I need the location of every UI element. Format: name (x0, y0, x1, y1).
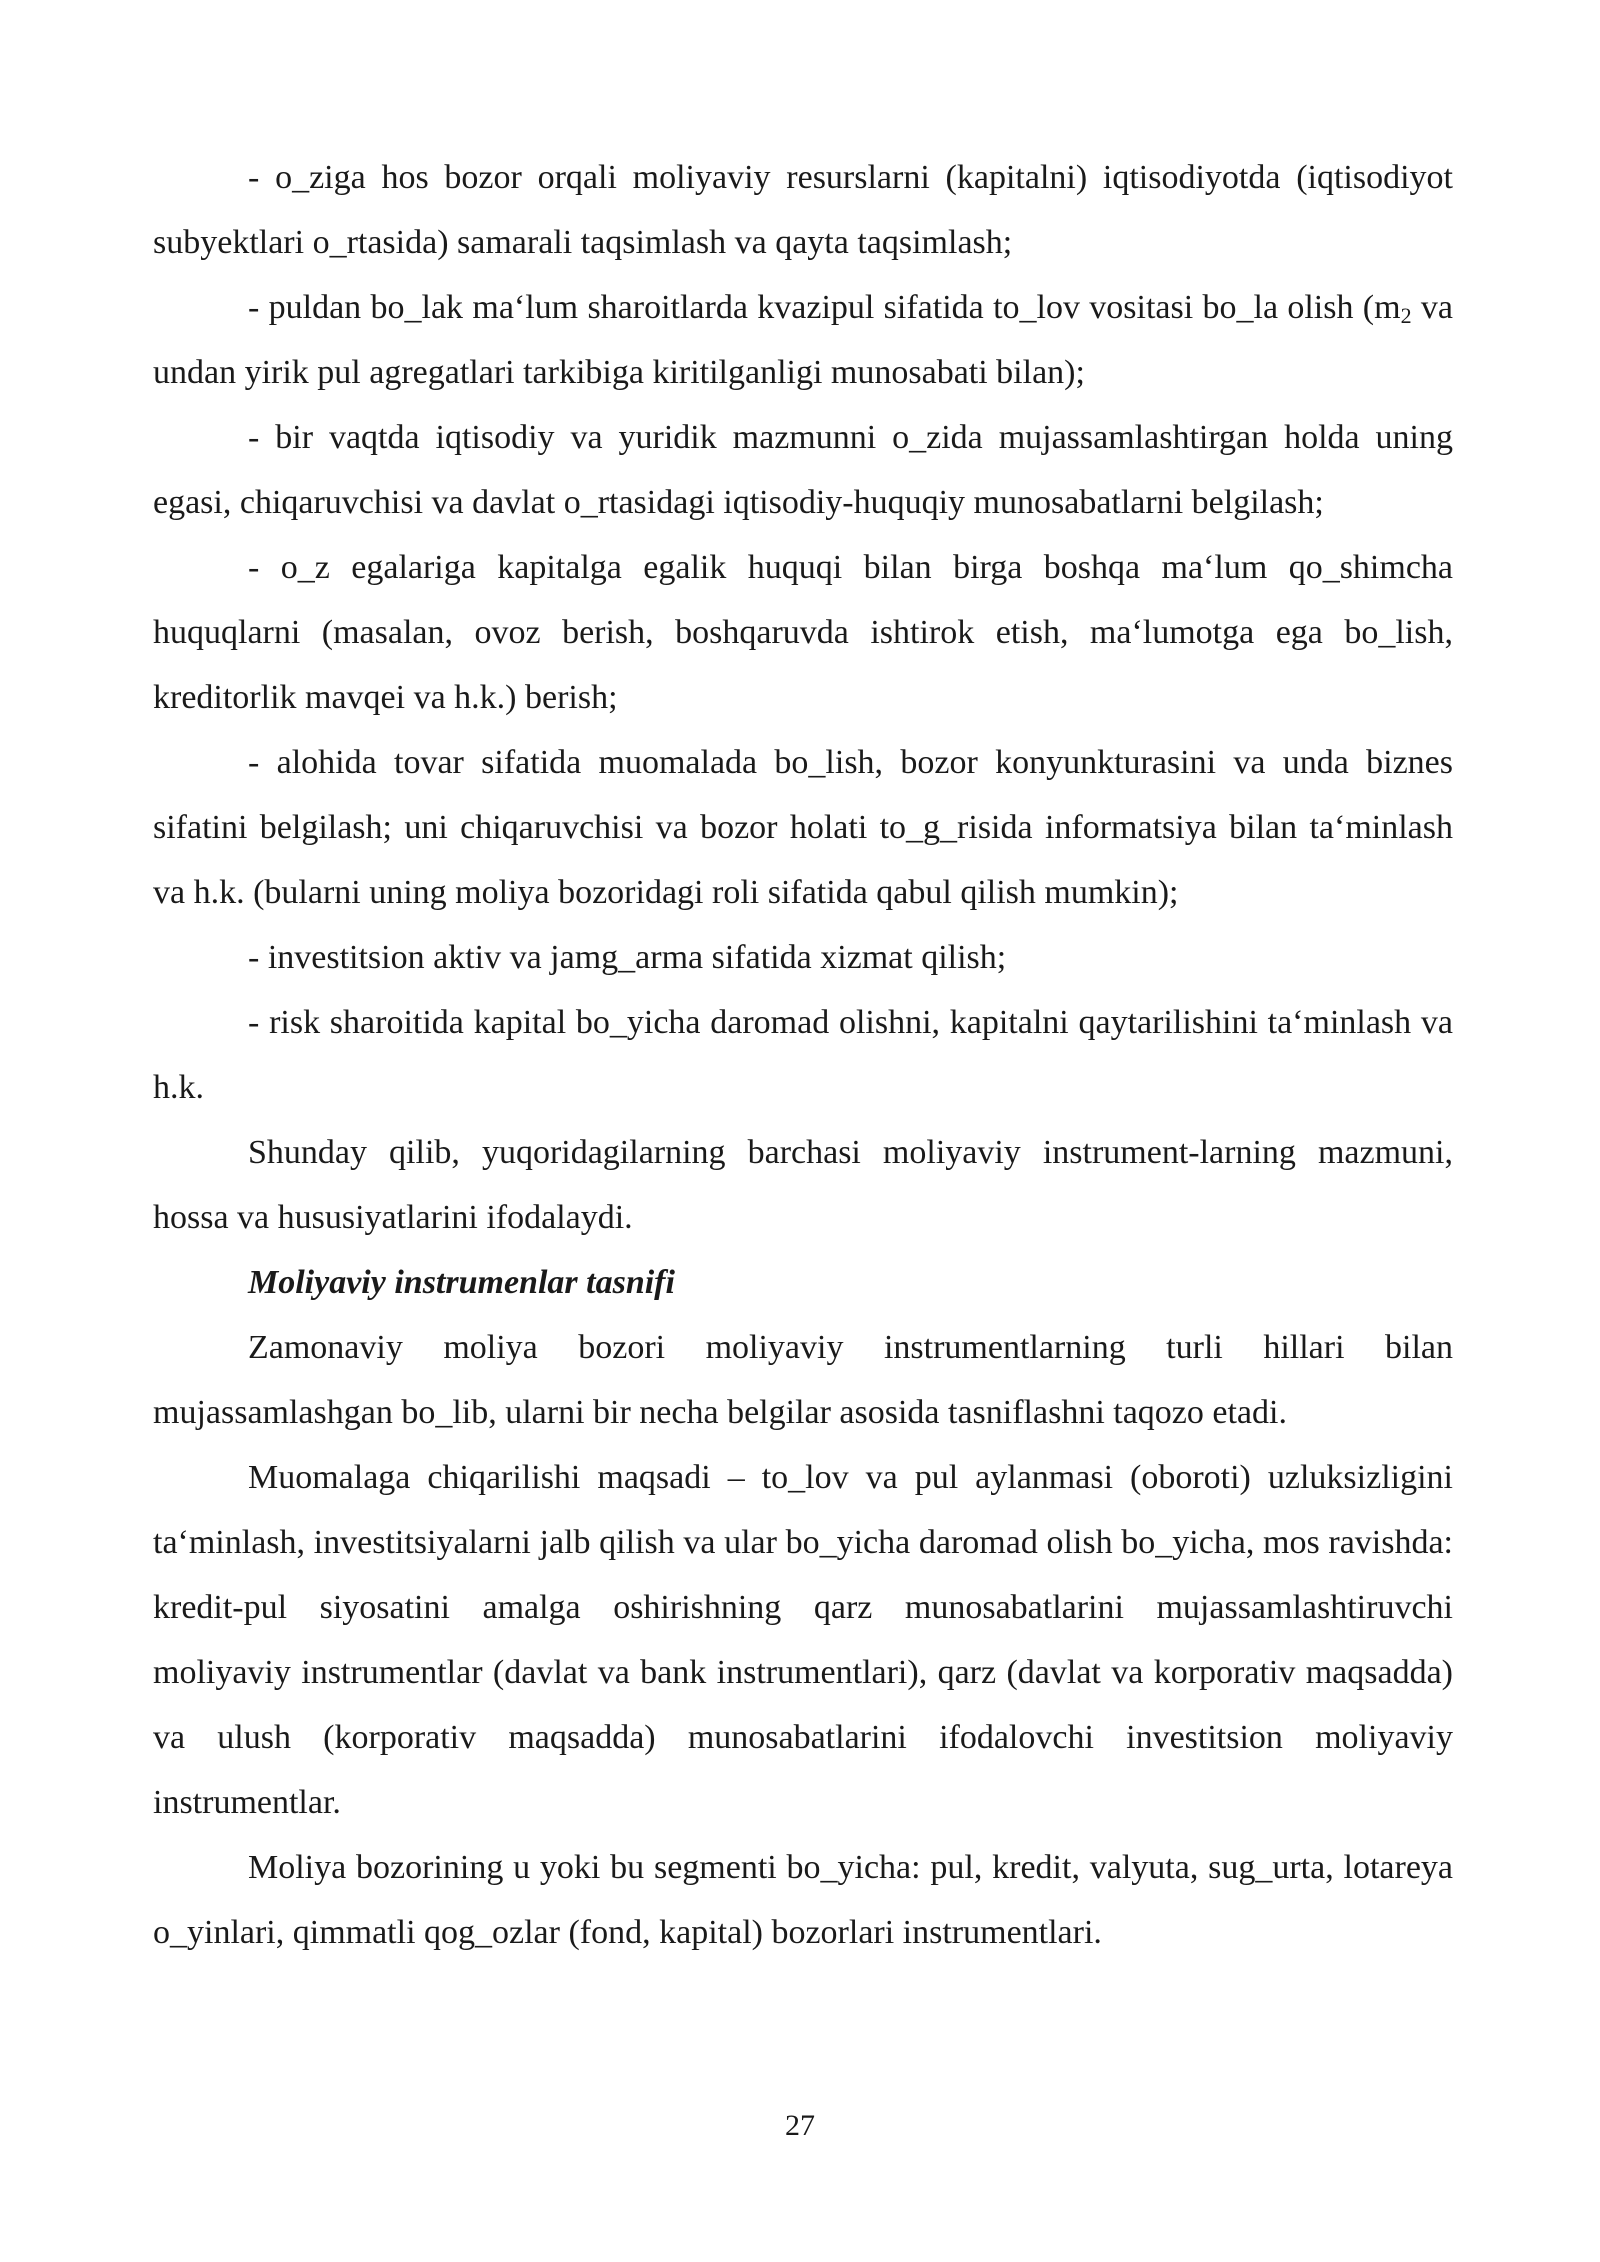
list-item-paragraph (153, 275, 1453, 405)
paragraph-text: - puldan bo_lak ma‘lum sharoitlarda kvazipul sifatida to_lov vositasi bo_la olish (m (248, 289, 1401, 326)
section-heading: Moliyaviy instrumenlar tasnifi (248, 1264, 675, 1301)
page-body (153, 145, 1453, 1965)
body-paragraph: Shunday qilib, yuqoridagilarning barchasi moliyaviy instrument-larning mazmuni, hossa va hususiyatlarini ifodalaydi. (153, 1134, 1453, 1236)
paragraph-text: va undan yirik pul agregatlari tarkibiga kiritilganligi munosabati bilan); (153, 289, 1454, 391)
list-item-paragraph: - o_z egalariga kapitalga egalik huquqi bilan birga boshqa ma‘lum qo_shimcha huquqlarni (masalan, ovoz berish, boshqaruvda ishtirok etish, ma‘lumotga ega bo_lish, kreditorlik mavqei va h.k.) berish; (153, 549, 1453, 716)
list-item-paragraph: - o_ziga hos bozor orqali moliyaviy resurslarni (kapitalni) iqtisodiyotda (iqtisodiyot subyektlari o_rtasida) samarali taqsimlash va qayta taqsimlash; (153, 159, 1453, 261)
body-paragraph: Muomalaga chiqarilishi maqsadi – to_lov va pul aylanmasi (oboroti) uzluksizligini ta‘minlash, investitsiyalarni jalb qilish va ular bo_yicha daromad olish bo_yicha, mos ravishda: kredit-pul siyosatini amalga oshirishning qarz munosabatlarini mujassamlashtiruvchi moliyaviy instrumentlar (davlat va bank instrumentlari), qarz (davlat va korporativ maqsadda) va ulush (korporativ maqsadda) munosabatlarini ifodalovchi investitsion moliyaviy instrumentlar. (153, 1459, 1453, 1821)
list-item-paragraph: - bir vaqtda iqtisodiy va yuridik mazmunni o_zida mujassamlashtirgan holda uning egasi, chiqaruvchisi va davlat o_rtasidagi iqtisodiy-huquqiy munosabatlarni belgilash; (153, 419, 1453, 521)
body-paragraph: Moliya bozorining u yoki bu segmenti bo_yicha: pul, kredit, valyuta, sug_urta, lotareya o_yinlari, qimmatli qog_ozlar (fond, kapital) bozorlari instrumentlari. (153, 1849, 1453, 1951)
subscript-text: 2 (1400, 303, 1412, 328)
list-item-paragraph: - investitsion aktiv va jamg_arma sifatida xizmat qilish; (248, 939, 1007, 976)
page-number: 27 (785, 2109, 815, 2142)
list-item-paragraph: - alohida tovar sifatida muomalada bo_lish, bozor konyunkturasini va unda biznes sifatini belgilash; uni chiqaruvchisi va bozor holati to_g_risida informatsiya bilan ta‘minlash va h.k. (bularni uning moliya bozoridagi roli sifatida qabul qilish mumkin); (153, 744, 1453, 911)
body-paragraph: Zamonaviy moliya bozori moliyaviy instrumentlarning turli hillari bilan mujassamlashgan bo_lib, ularni bir necha belgilar asosida tasniflashni taqozo etadi. (153, 1329, 1453, 1431)
list-item-paragraph: - risk sharoitida kapital bo_yicha daromad olishni, kapitalni qaytarilishini ta‘minlash va h.k. (153, 1004, 1453, 1106)
